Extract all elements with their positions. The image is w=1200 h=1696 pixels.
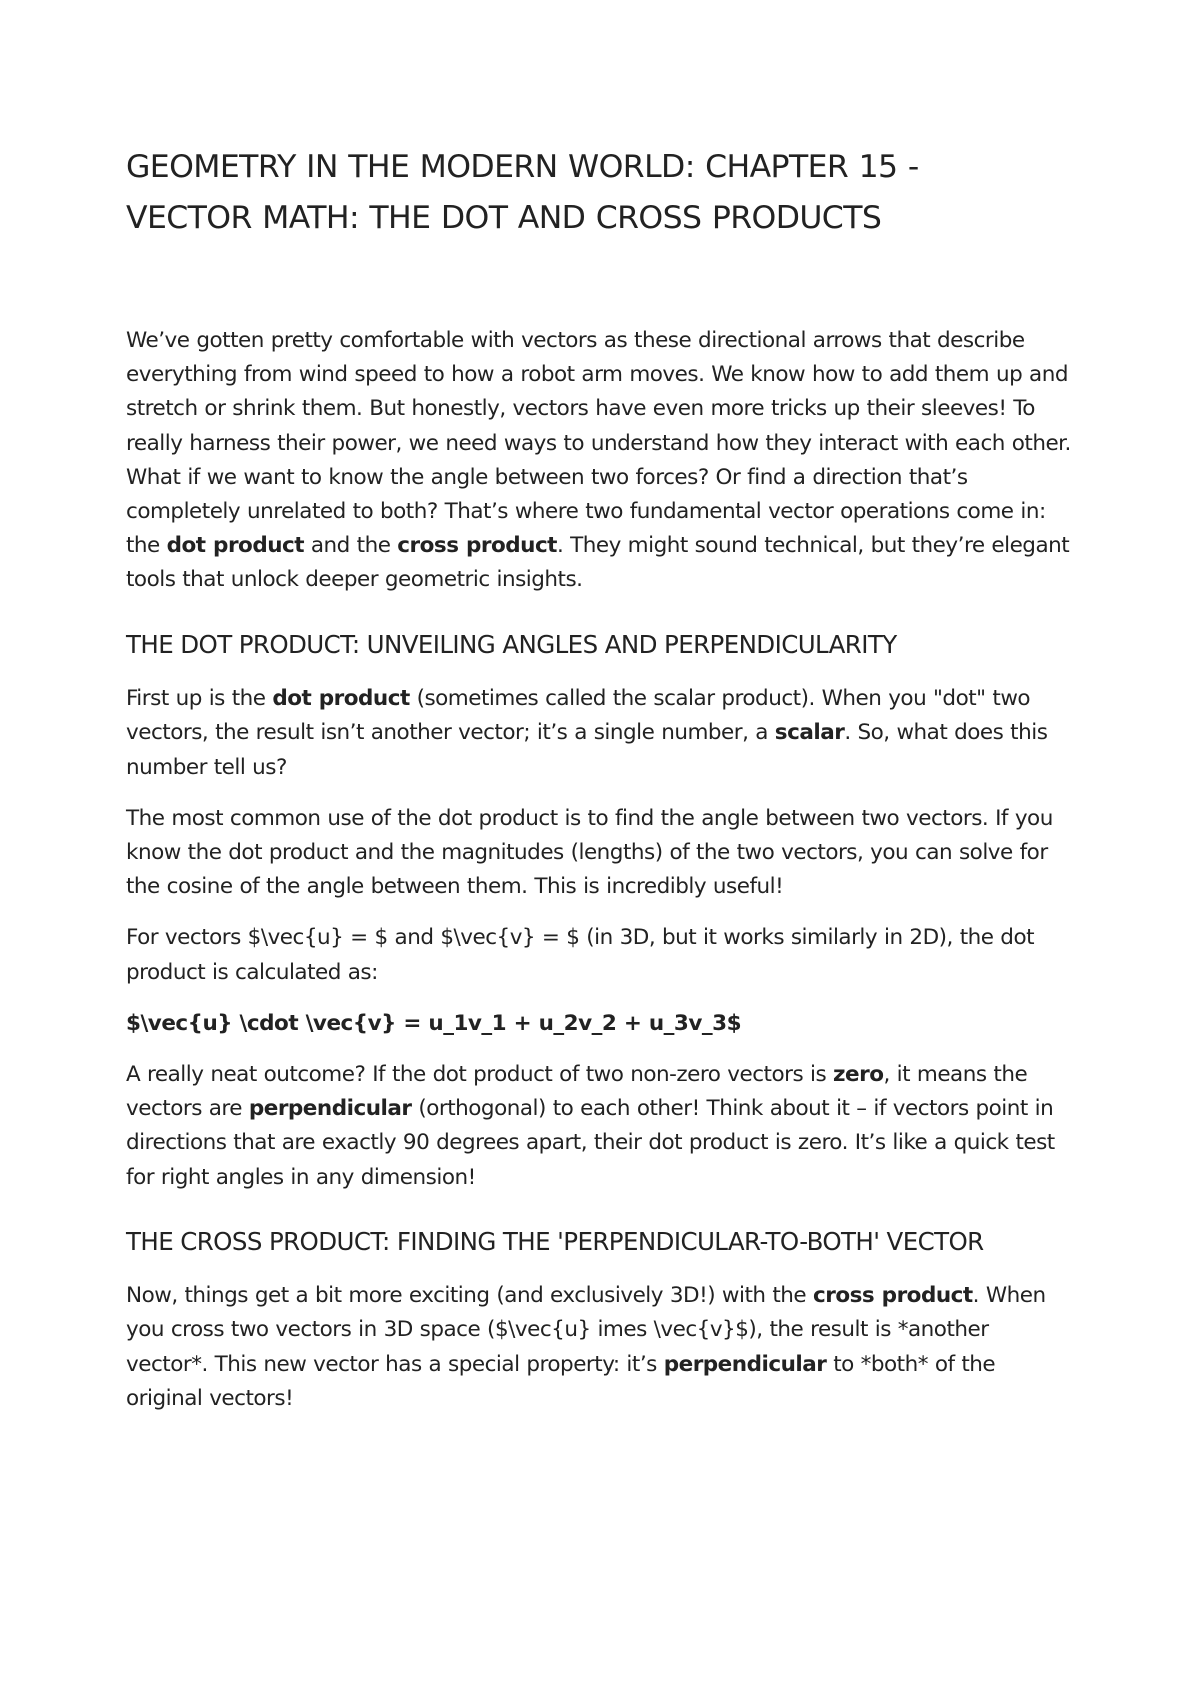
page-title	[126, 142, 1076, 244]
paragraph-text: . When you cross two vectors in 3D space ($\vec{u} imes \vec{v}$), the result is *another vector*. This new vector has a special property: it’s	[126, 1283, 1046, 1377]
paragraph-text: (sometimes called the scalar product). When you "dot" two vectors, the result isn’t another vector; it’s a single number, a	[126, 686, 1031, 746]
intro-text: . They might sound technical, but they’re elegant tools that unlock deeper geometric insights.	[126, 533, 1070, 593]
intro-paragraph	[126, 324, 1076, 598]
paragraph-text: Now, things get a bit more exciting (and exclusively 3D!) with the	[126, 1283, 813, 1309]
paragraph-text: . So, what does this number tell us?	[126, 720, 1048, 780]
cross-product-paragraph-1	[126, 1279, 1076, 1416]
bold-perpendicular: perpendicular	[663, 1351, 827, 1377]
intro-bold-dot-product: dot product	[166, 533, 305, 559]
bold-cross-product: cross product	[812, 1283, 973, 1309]
title-line-1: GEOMETRY IN THE MODERN WORLD: CHAPTER 15 -	[126, 149, 919, 185]
bold-perpendicular: perpendicular	[248, 1096, 412, 1122]
cross-product-heading: THE CROSS PRODUCT: FINDING THE 'PERPENDICULAR-TO-BOTH' VECTOR	[126, 1226, 984, 1256]
bold-dot-product: dot product	[272, 686, 410, 712]
paragraph-text: A really neat outcome? If the dot product of two non-zero vectors is	[126, 1061, 833, 1087]
intro-text: and the	[304, 533, 398, 559]
bold-zero: zero	[833, 1061, 884, 1087]
dot-product-paragraph-3: For vectors $\vec{u} = $ and $\vec{v} = $ (in 3D, but it works similarly in 2D), the dot product is calculated as:	[126, 925, 1035, 985]
dot-product-paragraph-1	[126, 682, 1076, 785]
intro-bold-cross-product: cross product	[397, 533, 557, 559]
title-line-2: VECTOR MATH: THE DOT AND CROSS PRODUCTS	[126, 200, 882, 236]
paragraph-text: First up is the	[126, 686, 273, 712]
bold-scalar: scalar	[774, 720, 845, 746]
intro-text: We’ve gotten pretty comfortable with vectors as these directional arrows that describe everything from wind speed to how a robot arm moves. We know how to add them up and stretch or shrink them. But honestly, vectors have even more tricks up their sleeves! To really harness their power, we need ways to understand how they interact with each other. What if we want to know the angle between two forces? Or find a direction that’s completely unrelated to both? That’s where two fundamental vector operations come in: the	[126, 328, 1071, 559]
dot-product-paragraph-2: The most common use of the dot product is to find the angle between two vectors. If you know the dot product and the magnitudes (lengths) of the two vectors, you can solve for the cosine of the angle between them. This is incredibly useful!	[126, 805, 1053, 900]
dot-product-paragraph-4	[126, 1058, 1076, 1195]
paragraph-text: (orthogonal) to each other! Think about it – if vectors point in directions that are exactly 90 degrees apart, their dot product is zero. It’s like a quick test for right angles in any dimension!	[126, 1096, 1055, 1190]
dot-product-heading: THE DOT PRODUCT: UNVEILING ANGLES AND PERPENDICULARITY	[126, 629, 897, 659]
dot-product-formula: $\vec{u} \cdot \vec{v} = u_1v_1 + u_2v_2 + u_3v_3$	[126, 1010, 742, 1036]
paragraph-text: to *both* of the original vectors!	[126, 1351, 996, 1411]
paragraph-text: , it means the vectors are	[126, 1061, 1028, 1122]
